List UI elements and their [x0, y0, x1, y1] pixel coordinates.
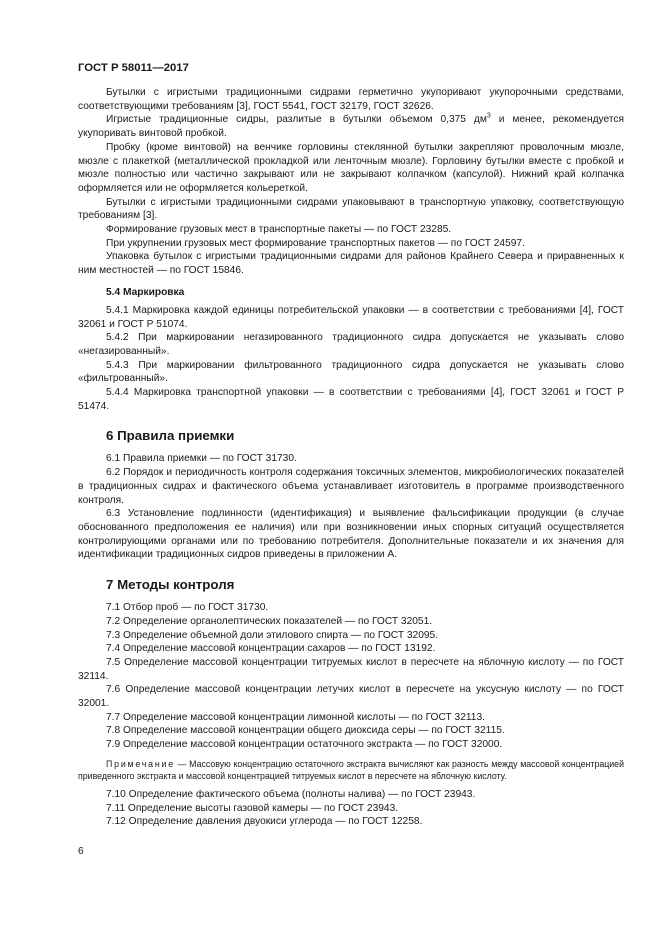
clause: 7.11 Определение высоты газовой камеры — по ГОСТ 23943. [106, 802, 399, 814]
subsection-title-marking: 5.4 Маркировка [106, 286, 185, 298]
paragraph [78, 113, 624, 140]
clause: 6.1 Правила приемки — по ГОСТ 31730. [106, 453, 297, 465]
paragraph: Упаковка бутылок с игристыми традиционными сидрами для районов Крайнего Севера и приравненных к ним местностей — по ГОСТ 15846. [78, 251, 624, 277]
clause: 7.10 Определение фактического объема (полноты налива) — по ГОСТ 23943. [106, 788, 476, 800]
paragraph: Бутылки с игристыми традиционными сидрами герметично укупоривают укупорочными средствами, соответствующими требованиям [3], ГОСТ 5541, ГОСТ 32179, ГОСТ 32626. [78, 87, 624, 112]
clause: 5.4.1 Маркировка каждой единицы потребительской упаковки — в соответствии с требованиями [4], ГОСТ 32061 и ГОСТ Р 51074. [78, 304, 624, 330]
clause: 6.2 Порядок и периодичность контроля содержания токсичных элементов, микробиологических показателей в традиционных сидрах и фактического объема устанавливает изготовитель в программе производственного контроля. [78, 467, 624, 506]
clause: 7.4 Определение массовой концентрации сахаров — по ГОСТ 13192. [106, 643, 436, 655]
note-text: — Массовую концентрацию остаточного экстракта вычисляют как разность между массовой концентрацией приведенного экстракта и массовой концентрацией титруемых кислот в пересчете на яблочную кислоту. [78, 758, 624, 781]
note [78, 758, 624, 782]
clause: 7.1 Отбор проб — по ГОСТ 31730. [106, 602, 269, 614]
section-title-acceptance: 6 Правила приемки [106, 428, 235, 444]
methods-section [78, 601, 624, 829]
clause: 7.8 Определение массовой концентрации общего диоксида серы — по ГОСТ 32115. [106, 725, 505, 737]
clause: 7.5 Определение массовой концентрации титруемых кислот в пересчете на яблочную кислоту — по ГОСТ 32114. [78, 656, 624, 682]
paragraph: Пробку (кроме винтовой) на венчике горловины стеклянной бутылки закрепляют проволочным мюзле, мюзле с плакеткой (металлической прокладкой или ленточным мюзле). Горловину бутылки вместе с пробкой и мюзле полностью или частично закрывают или не закрывают колпачком (капсулой). Нижний край колпачка оформляется или не оформляется кольереткой. [78, 141, 624, 194]
clause: 7.3 Определение объемной доли этилового спирта — по ГОСТ 32095. [106, 629, 439, 641]
clause: 6.3 Установление подлинности (идентификация) и выявление фальсификации продукции (в случае обоснованного предположения ее наличия) или при возникновении иных спорных ситуаций осуществляется контролирующими органами или по требованию потребителя. Дополнительные показатели и их значения для идентификации традиционных сидров приведены в приложении А. [78, 508, 624, 561]
marking-section [78, 304, 624, 414]
superscript: 3 [486, 113, 491, 121]
paragraph: Бутылки с игристыми традиционными сидрами упаковывают в транспортную упаковку, соответствующую требованиям [3]. [78, 196, 624, 222]
paragraph: Формирование грузовых мест в транспортные пакеты — по ГОСТ 23285. [106, 224, 452, 236]
paragraph-text: и менее, рекомендуется укупоривать винтовой пробкой. [78, 114, 624, 140]
clause: 7.12 Определение давления двуокиси углерода — по ГОСТ 12258. [106, 816, 423, 828]
paragraph-text: Игристые традиционные сидры, разлитые в бутылки объемом 0,375 дм [106, 114, 487, 126]
section-title-methods: 7 Методы контроля [106, 577, 235, 593]
page-number: 6 [78, 846, 84, 857]
clause: 7.7 Определение массовой концентрации лимонной кислоты — по ГОСТ 32113. [106, 711, 485, 723]
clause: 5.4.2 При маркировании негазированного традиционного сидра допускается не указывать слово «негазированный». [78, 332, 624, 357]
clause: 5.4.4 Маркировка транспортной упаковки — в соответствии с требованиями [4], ГОСТ 32061 и ГОСТ Р 51474. [78, 387, 624, 412]
page-header: ГОСТ Р 58011—2017 [78, 62, 189, 74]
paragraph: При укрупнении грузовых мест формирование транспортных пакетов — по ГОСТ 24597. [106, 237, 525, 249]
note-label: Примечание [106, 758, 175, 769]
clause: 7.2 Определение органолептических показателей — по ГОСТ 32051. [106, 615, 433, 627]
clause: 5.4.3 При маркировании фильтрованного традиционного сидра допускается не указывать слово «фильтрованный». [78, 359, 624, 385]
packaging-section [78, 86, 624, 278]
clause: 7.9 Определение массовой концентрации остаточного экстракта — по ГОСТ 32000. [106, 739, 503, 751]
acceptance-section [78, 452, 624, 562]
document-body [78, 86, 624, 829]
clause: 7.6 Определение массовой концентрации летучих кислот в пересчете на уксусную кислоту — по ГОСТ 32001. [78, 684, 624, 710]
